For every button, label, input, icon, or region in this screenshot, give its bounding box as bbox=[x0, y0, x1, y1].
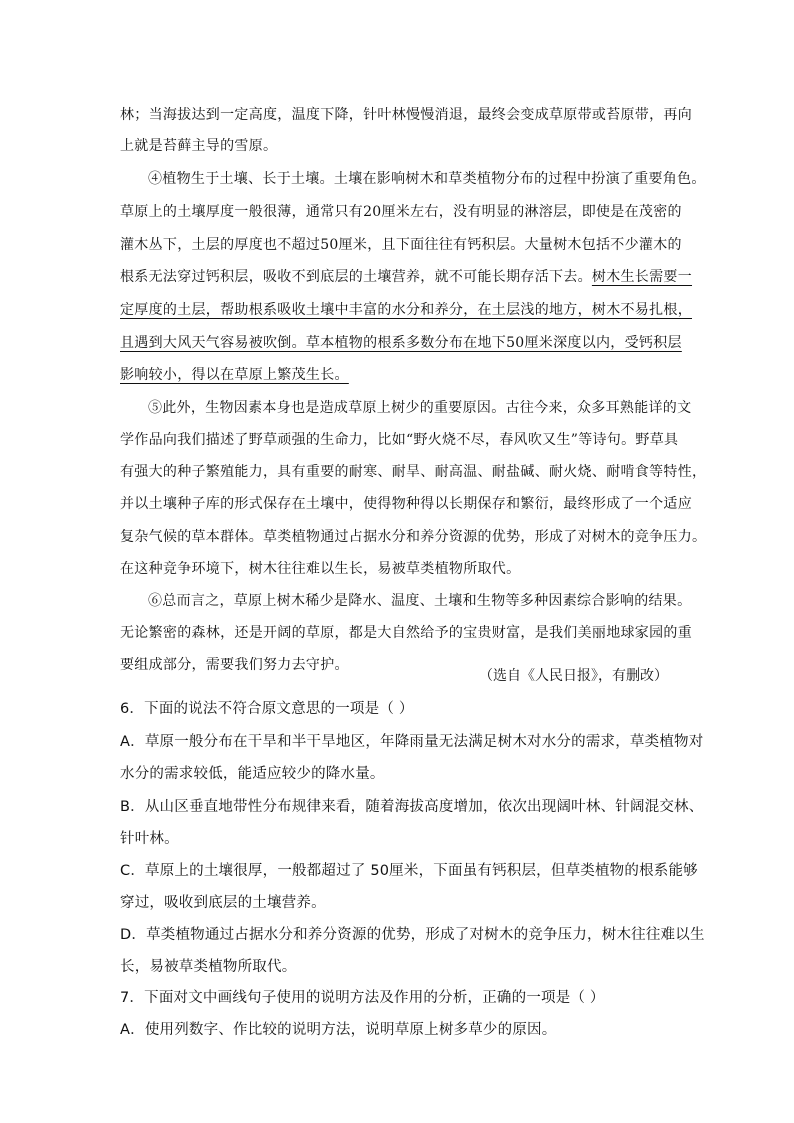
option-a: A．草原一般分布在干旱和半干旱地区，年降雨量无法满足树木对水分的需求，草类植物对 bbox=[120, 734, 704, 750]
option-c-continued: 穿过，吸收到底层的土壤营养。 bbox=[120, 895, 326, 911]
option-a: A．使用列数字、作比较的说明方法，说明草原上树多草少的原因。 bbox=[120, 1022, 557, 1038]
passage-line: 在这种竞争环境下，树木往往难以生长，易被草类植物所取代。 bbox=[120, 561, 521, 577]
underlined-sentence: 树木生长需要一 bbox=[591, 269, 693, 285]
passage-line: 灌木丛下，土层的厚度也不超过50厘米，且下面往往有钙积层。大量树木包括不少灌木的 bbox=[120, 237, 682, 253]
passage-line: 上就是苔藓主导的雪原。 bbox=[120, 138, 278, 154]
passage-line: 复杂气候的草本群体。草类植物通过占据水分和养分资源的优势，形成了对树木的竞争压力。 bbox=[120, 529, 707, 545]
source-citation: （选自《人民日报》，有删改） bbox=[479, 668, 668, 684]
option-d: D．草类植物通过占据水分和养分资源的优势，形成了对树木的竞争压力，树木往往难以生 bbox=[120, 927, 705, 943]
passage-line: 有强大的种子繁殖能力，具有重要的耐寒、耐旱、耐高温、耐盐碱、耐火烧、耐啃食等特性， bbox=[120, 464, 707, 480]
option-b-continued: 针叶林。 bbox=[120, 831, 179, 847]
paragraph-5-start: ⑤此外，生物因素本身也是造成草原上树少的重要原因。古往今来，众多耳熟能详的文 bbox=[148, 400, 692, 416]
question-6-stem: 6．下面的说法不符合原文意思的一项是（ ） bbox=[120, 701, 414, 717]
passage-line: 林；当海拔达到一定高度，温度下降，针叶林慢慢消退，最终会变成草原带或苔原带，再向 bbox=[120, 107, 692, 123]
option-a-continued: 水分的需求较低，能适应较少的降水量。 bbox=[120, 766, 385, 782]
underlined-sentence: 定厚度的土层，帮助根系吸收土壤中丰富的水分和养分，在土层浅的地方，树木不易扎根， bbox=[120, 302, 692, 318]
underlined-sentence: 影响较小，得以在草原上繁茂生长。 bbox=[120, 367, 349, 383]
passage-line: 学作品向我们描述了野草顽强的生命力，比如“野火烧不尽，春风吹又生”等诗句。野草具 bbox=[120, 432, 679, 448]
passage-line bbox=[120, 266, 692, 286]
passage-line: 并以土壤种子库的形式保存在土壤中，使得物种得以长期保存和繁衍，最终形成了一个适应 bbox=[120, 496, 692, 512]
option-c: C．草原上的土壤很厚，一般都超过了 50厘米，下面虽有钙积层，但草类植物的根系能够 bbox=[120, 863, 698, 879]
question-7-stem: 7．下面对文中画线句子使用的说明方法及作用的分析，正确的一项是（ ） bbox=[120, 990, 605, 1006]
passage-line: 无论繁密的森林，还是开阔的草原，都是大自然给予的宝贵财富，是我们美丽地球家园的重 bbox=[120, 625, 692, 641]
paragraph-4-start: ④植物生于土壤、长于土壤。土壤在影响树木和草类植物分布的过程中扮演了重要角色。 bbox=[148, 171, 706, 187]
option-b: B．从山区垂直地带性分布规律来看，随着海拔高度增加，依次出现阔叶林、针阔混交林、 bbox=[120, 799, 704, 815]
underlined-sentence: 且遇到大风天气容易被吹倒。草本植物的根系多数分布在地下50厘米深度以内，受钙积层 bbox=[120, 335, 682, 351]
passage-line: 草原上的土壤厚度一般很薄，通常只有20厘米左右，没有明显的淋溶层，即使是在茂密的 bbox=[120, 204, 682, 220]
passage-text: 根系无法穿过钙积层，吸收不到底层的土壤营养，就不可能长期存活下去。 bbox=[120, 269, 592, 285]
option-d-continued: 长，易被草类植物所取代。 bbox=[120, 959, 297, 975]
passage-line: 要组成部分，需要我们努力去守护。 bbox=[120, 657, 349, 673]
paragraph-6-start: ⑥总而言之，草原上树木稀少是降水、温度、土壤和生物等多种因素综合影响的结果。 bbox=[148, 593, 692, 609]
